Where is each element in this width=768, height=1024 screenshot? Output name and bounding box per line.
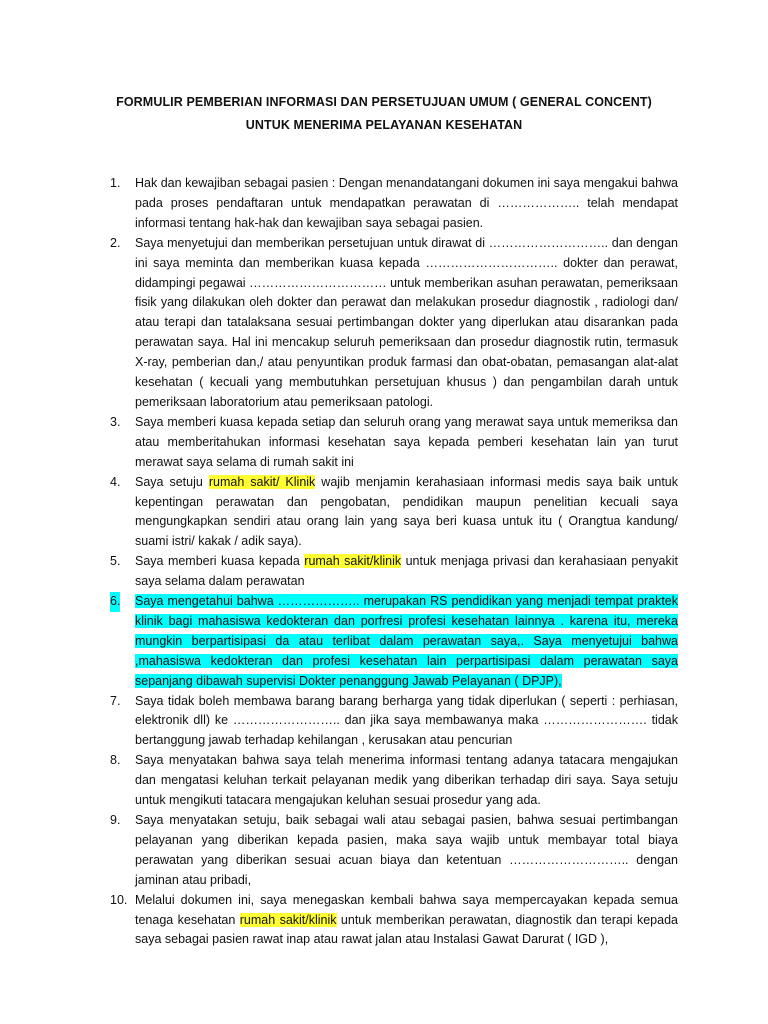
item-text: Saya menyatakan setuju, baik sebagai wali atau sebagai pasien, bahwa sesuai pertimbangan pelayanan yang diberikan kepada pasien, maka saya wajib untuk membayar total biaya perawatan yang diberikan sesuai acuan biaya dan ketentuan ……………………….. dengan jaminan atau pribadi,	[135, 813, 678, 887]
item-number: 8.	[110, 753, 121, 768]
highlighted-term: rumah sakit/ Klinik	[208, 474, 316, 489]
item-text-highlighted: Saya mengetahui bahwa ……………….. merupakan RS pendidikan yang menjadi tempat praktek klinik bagi mahasiswa kedokteran dan porfresi profesi kesehatan lainnya . karena itu, mereka mungkin berpartisipasi da atau terlibat dalam perawatan saya,. Saya menyetujui bahwa ,mahasiswa kedokteran dan profesi kesehatan lain perpartisipasi dalam perawatan saya sepanjang dibawah supervisi Dokter penanggung Jawab Pelayanan ( DPJP),	[135, 594, 678, 688]
document-title: FORMULIR PEMBERIAN INFORMASI DAN PERSETUJUAN UMUM ( GENERAL CONCENT)	[116, 95, 652, 109]
highlighted-term: rumah sakit/klinik	[239, 912, 337, 927]
item-number: 7.	[110, 693, 121, 708]
item-text: Hak dan kewajiban sebagai pasien : Dengan menandatangani dokumen ini saya mengakui bahwa pada proses pendaftaran untuk mendapatkan perawatan di ……………….. telah mendapat informasi tentang hak-hak dan kewajiban saya sebagai pasien.	[135, 176, 678, 230]
consent-list	[0, 174, 768, 950]
consent-item-6	[0, 592, 678, 692]
consent-item-7	[0, 692, 678, 752]
consent-item-4	[0, 473, 678, 553]
consent-item-10	[0, 891, 678, 951]
item-number: 10.	[110, 892, 128, 907]
consent-item-1	[0, 174, 678, 234]
item-number: 9.	[110, 813, 121, 827]
consent-item-5	[0, 552, 678, 592]
consent-item-3	[0, 413, 678, 473]
item-number: 2.	[110, 235, 121, 250]
item-number: 5.	[110, 554, 121, 569]
document-subtitle: UNTUK MENERIMA PELAYANAN KESEHATAN	[245, 118, 523, 132]
item-text: Saya menyatakan bahwa saya telah menerima informasi tentang adanya tatacara mengajukan dan mengatasi keluhan terkait pelayanan medik yang diberikan terhadap diri saya. Saya setuju untuk mengikuti tatacara mengajukan keluhan sesuai prosedur yang ada.	[135, 753, 678, 808]
item-text: Saya memberi kuasa kepada setiap dan seluruh orang yang merawat saya untuk memeriksa dan atau memberitahukan informasi kesehatan saya kepada pemberi kesehatan lain yan turut merawat saya selama di rumah sakit ini	[135, 414, 678, 469]
item-number: 4.	[110, 474, 121, 489]
item-number: 6.	[110, 592, 120, 612]
item-text: Saya setuju rumah sakit/ Klinik wajib menjamin kerahasiaan informasi medis saya baik untuk kepentingan perawatan dan pengobatan, pendidikan maupun penelitian kecuali saya mengungkapkan sendiri atau orang lain yang saya beri kuasa untuk itu ( Orangtua kandung/ suami istri/ kakak / adik saya).	[135, 474, 678, 549]
item-text: Saya memberi kuasa kepada rumah sakit/klinik untuk menjaga privasi dan kerahasiaan penyakit saya selama dalam perawatan	[135, 554, 678, 589]
item-text: Melalui dokumen ini, saya menegaskan kembali bahwa saya mempercayakan kepada semua tenaga kesehatan rumah sakit/klinik untuk memberikan perawatan, diagnostik dan terapi kepada saya sebagai pasien rawat inap atau rawat jalan atau Instalasi Gawat Darurat ( IGD ),	[135, 892, 678, 947]
item-text: Saya tidak boleh membawa barang barang berharga yang tidak diperlukan ( seperti : perhiasan, elektronik dll) ke …………………….. dan jika saya membawanya maka ……………………. tidak bertanggung jawab terhadap kehilangan , kerusakan atau pencurian	[135, 693, 678, 748]
consent-item-9	[0, 811, 678, 891]
item-text: Saya menyetujui dan memberikan persetujuan untuk dirawat di ……………………….. dan dengan ini saya meminta dan memberikan kuasa kepada ………………………….. dokter dan perawat, didampingi pegawai …………………………… untuk memberikan asuhan perawatan, pemeriksaan fisik yang dilakukan oleh dokter dan perawat dan melakukan prosedur diagnostik , radiologi dan/ atau terapi dan tatalaksana sesuai pertimbangan dokter yang diperlukan atau disarankan pada perawatan saya. Hal ini mencakup seluruh pemeriksaan dan prosedur diagnostik rutin, termasuk X-ray, pemberian dan,/ atau penyuntikan produk farmasi dan obat-obatan, pemasangan alat-alat kesehatan ( kecuali yang membutuhkan persetujuan khusus ) dan pengambilan darah untuk pemeriksaan laboratorium atau pemeriksaan patologi.	[135, 235, 678, 409]
item-number: 3.	[110, 414, 121, 429]
consent-item-8	[0, 751, 678, 811]
item-number: 1.	[110, 176, 121, 190]
highlighted-term: rumah sakit/klinik	[304, 554, 402, 569]
consent-item-2	[0, 234, 678, 413]
